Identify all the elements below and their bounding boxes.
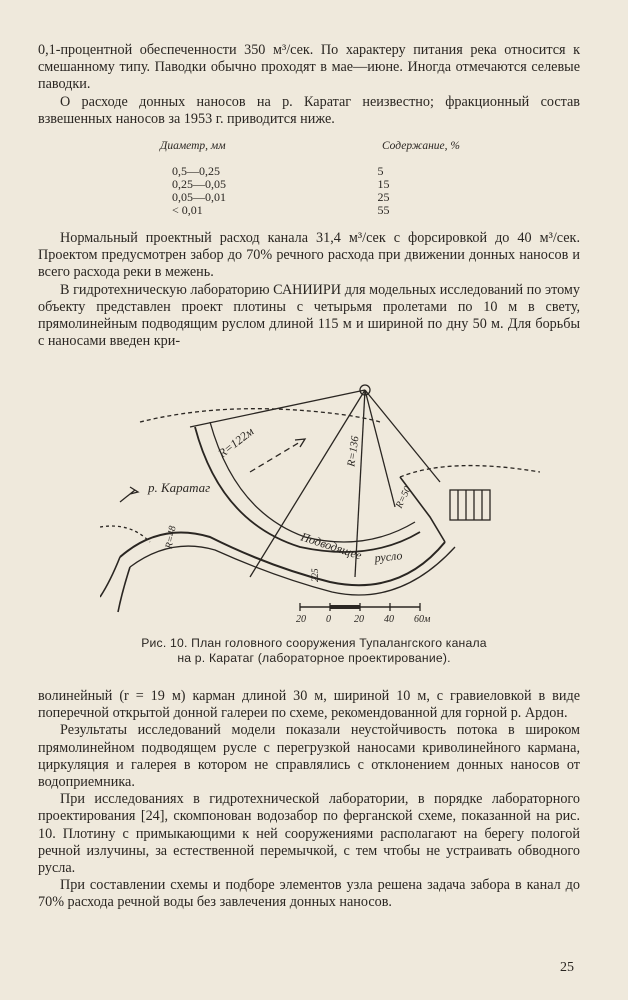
paragraph: При исследованиях в гидротехнической лаборатории, в порядке лабораторного проектирования [24], скомпонован водозабор по ферганской схеме, показанной на рис. 10. Плотину с примыкающими к ней сооружениями располагают на берегу пологой речной излучины, за естественной перемычкой, с тем чтобы не устраивать обводного русла. (38, 791, 580, 877)
figure-plan-drawing (100, 382, 540, 622)
plan-svg (100, 382, 540, 622)
table-cell-diameter: 0,5—0,25 (172, 164, 220, 178)
paragraph: При составлении схемы и подборе элементов узла решена задача забора в канал до 70% расхода речной воды без завлечения донных наносов. (38, 877, 580, 911)
scale-label: 20 (354, 614, 364, 622)
radius-line (190, 390, 365, 427)
table-cell-content: 15 (377, 177, 390, 191)
caption-line: на р. Каратаг (лабораторное проектирование). (177, 651, 451, 665)
table-row (160, 204, 460, 217)
flow-arrow (250, 442, 300, 472)
scale-label: 60м (414, 614, 431, 622)
river-bank (100, 557, 120, 597)
headworks-structure (450, 490, 490, 520)
figure-caption (40, 636, 588, 666)
page-number: 25 (560, 960, 574, 975)
label-river: р. Каратаг (148, 480, 211, 495)
fraction-table (160, 140, 460, 217)
bank-line (140, 409, 380, 422)
table-cell-content: 55 (377, 203, 390, 217)
scale-label: 0 (326, 614, 331, 622)
bottom-text (38, 688, 580, 912)
paragraph: О расходе донных наносов на р. Каратаг неизвестно; фракционный состав взвешенных наносов за 1953 г. приводится ниже. (38, 93, 580, 127)
paragraph: Нормальный проектный расход канала 31,4 м³/сек с форсировкой до 40 м³/сек. Проектом предусмотрен забор до 70% речного расхода при движении донных наносов и всего расхода реки в межень. (38, 230, 580, 281)
label-channel-1: Подводящее (299, 529, 364, 563)
table-cell-diameter: 0,05—0,01 (172, 190, 226, 204)
table-cell-content: 25 (377, 190, 390, 204)
scale-label: 20 (296, 614, 306, 622)
headworks-bays (458, 490, 482, 520)
arrow-head (295, 439, 305, 447)
label-channel-2: русло (373, 548, 404, 565)
top-text (38, 42, 580, 128)
bank-line (400, 466, 540, 477)
middle-text (38, 230, 580, 350)
paragraph: В гидротехническую лабораторию САНИИРИ для модельных исследований по этому объекту представлен проект плотины с четырьмя пролетами по 10 м в свету, прямолинейным подводящим руслом длиной 115 м и шириной по дну 50 м. Для борьбы с наносами введен кри- (38, 281, 580, 350)
table-header-content: Содержание, % (381, 140, 460, 152)
label-radius-2: R=136 (345, 435, 362, 468)
label-radius-1: R=122м (215, 424, 257, 461)
paragraph: Результаты исследований модели показали неустойчивость потока в широком прямолинейном подводящем русле с перегрузкой наносами криволинейного кармана, циркуляция и галерея в котором не справлялись с отклонением донных наносов от водоприемника. (38, 722, 580, 791)
river-arrow (120, 487, 138, 502)
bank-line (100, 526, 150, 542)
paragraph: 0,1-процентной обеспеченности 350 м³/сек. По характеру питания река относится к смешанному типу. Паводки обычно проходят в мае—июне. Иногда отмечаются селевые паводки. (38, 42, 580, 93)
river-bank (118, 567, 130, 612)
table-header-diameter: Диаметр, мм (160, 140, 226, 152)
caption-line: Рис. 10. План головного сооружения Тупалангского канала (141, 636, 487, 650)
table-cell-diameter: < 0,01 (172, 203, 203, 217)
label-radius-3: R=48 (163, 525, 179, 550)
paragraph: волинейный (r = 19 м) карман длиной 30 м, шириной 10 м, с гравиеловкой в виде поперечной открытой донной галереи по схеме, рекомендованной для горной р. Ардон. (38, 688, 580, 722)
scale-label: 40 (384, 614, 394, 622)
table-cell-diameter: 0,25—0,05 (172, 177, 226, 191)
table-cell-content: 5 (377, 164, 384, 178)
label-width: 225 (310, 568, 320, 582)
label-radius-4: R=50 (393, 484, 414, 511)
table-row (160, 191, 460, 204)
